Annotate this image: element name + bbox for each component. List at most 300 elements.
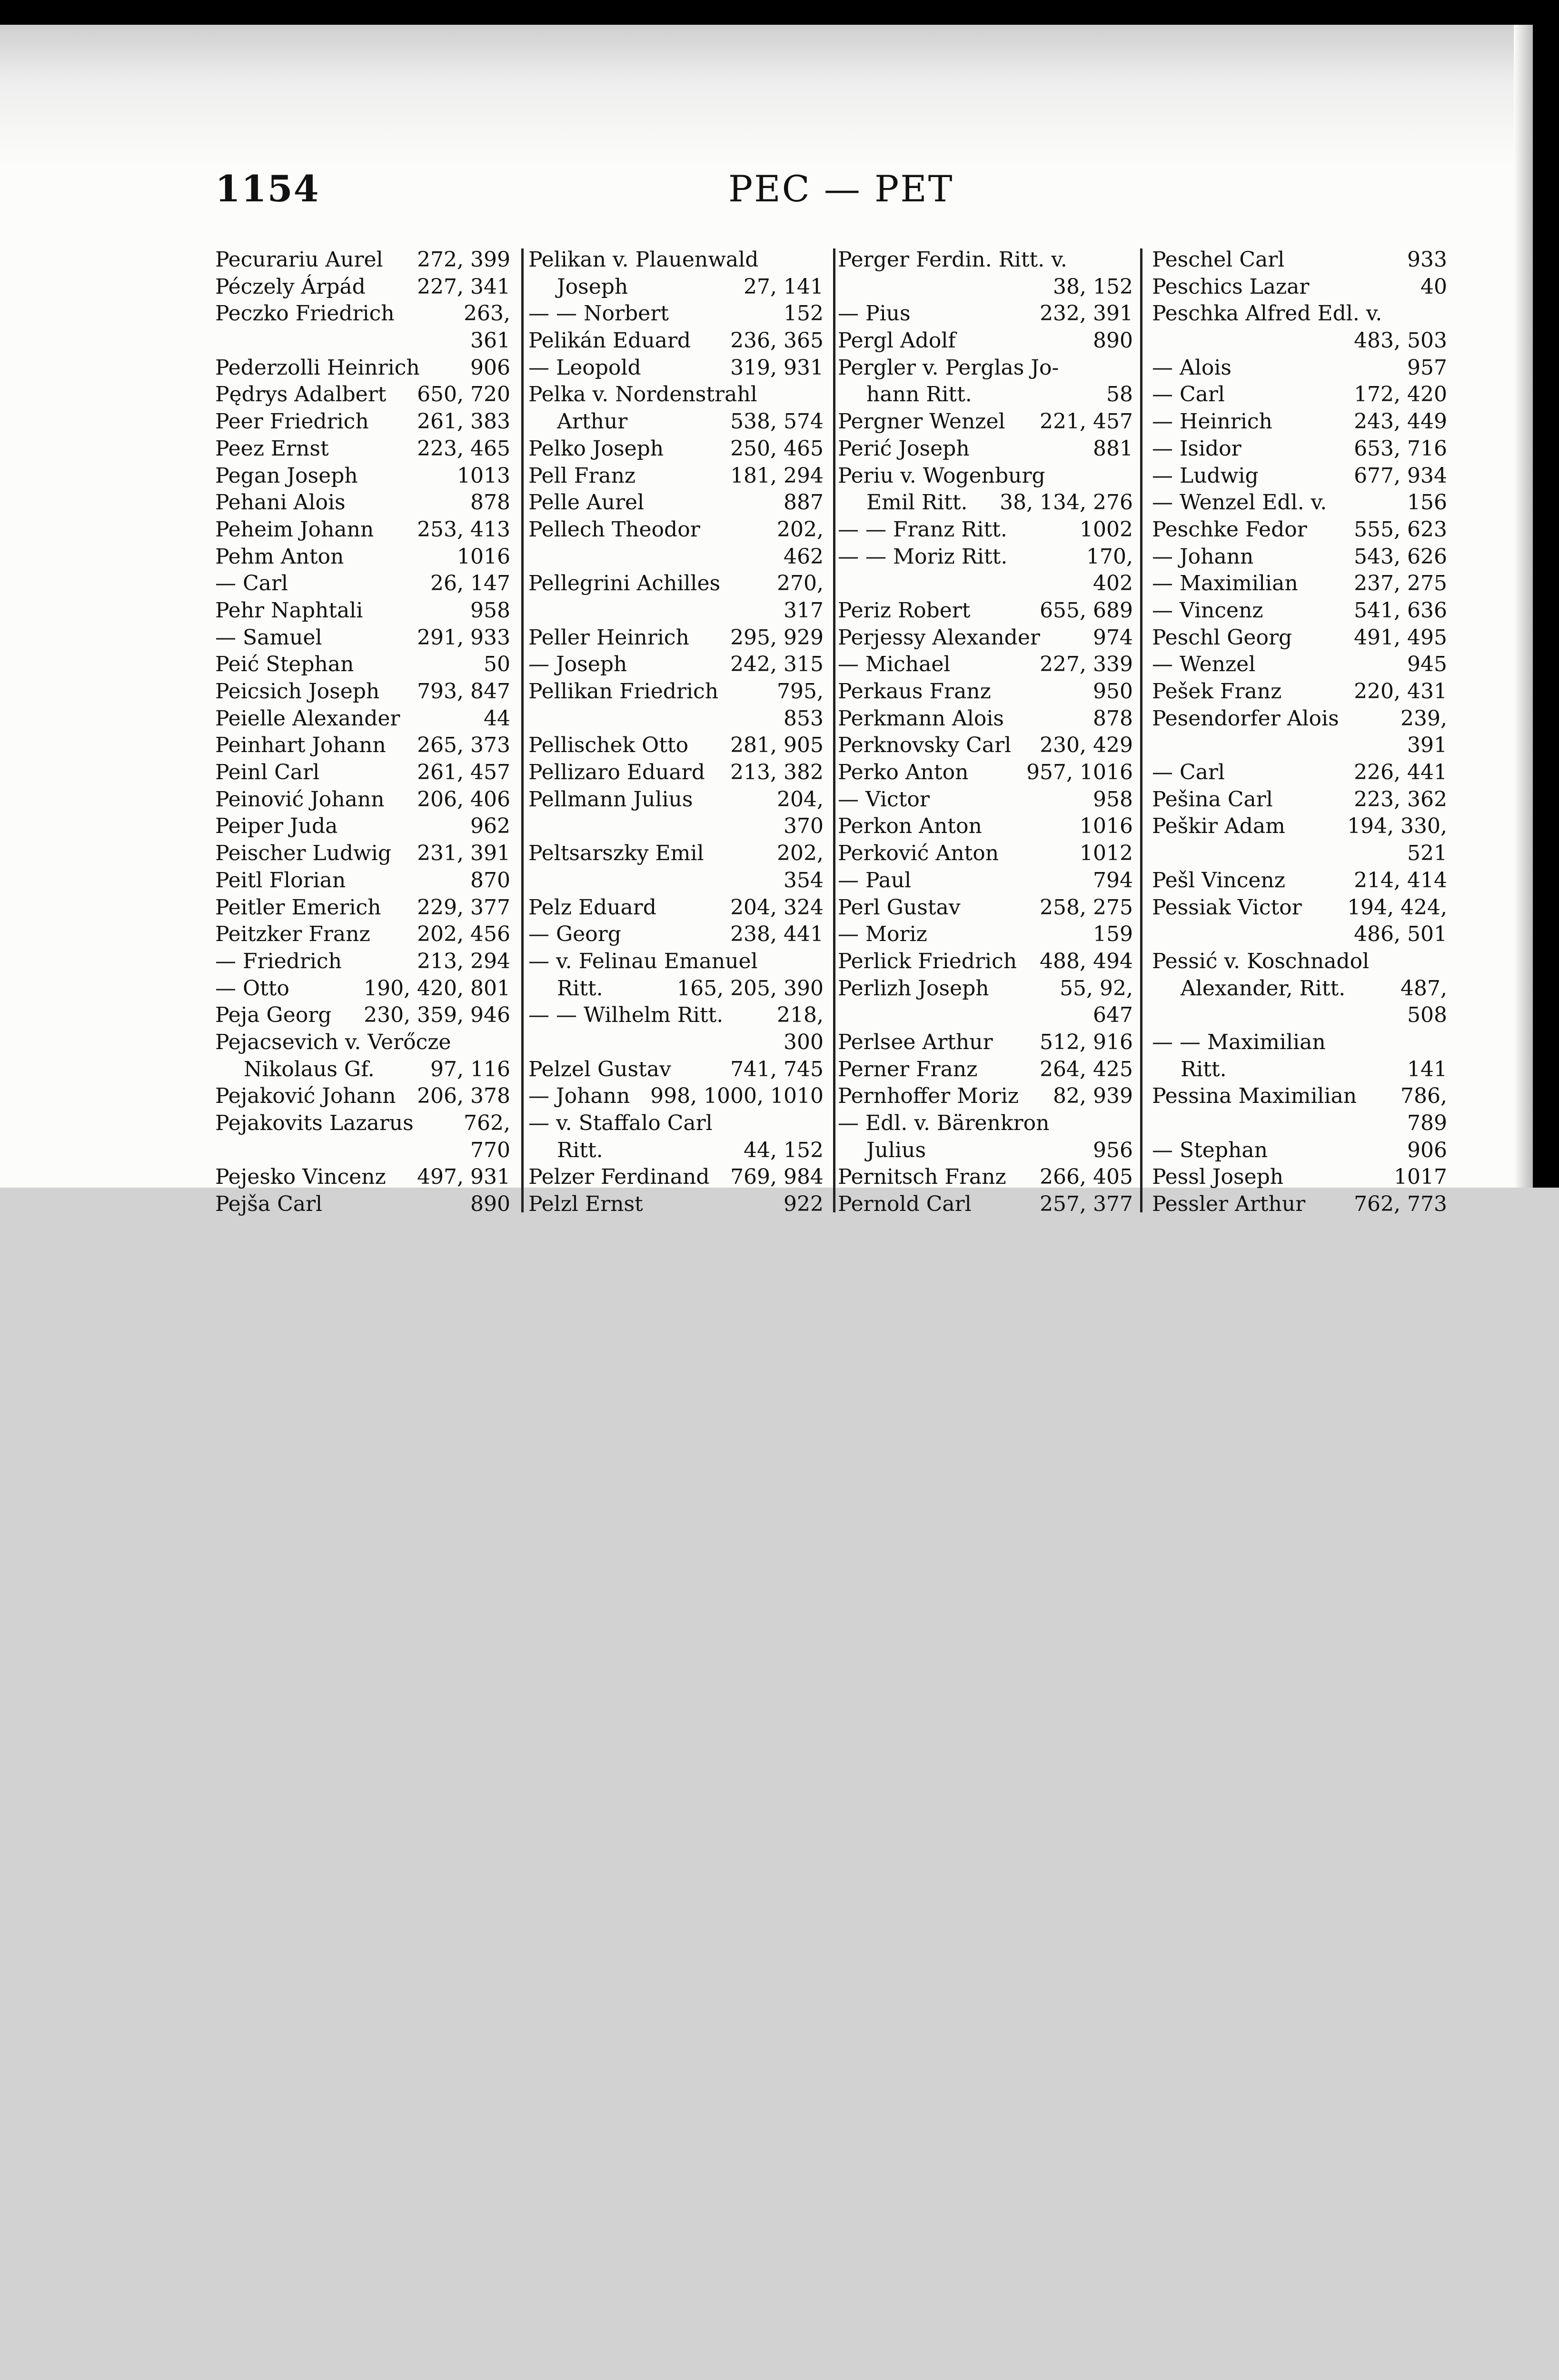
entry-name: Pešina Carl — [1152, 787, 1273, 812]
index-entry — [528, 625, 824, 652]
entry-name: Peer Friedrich — [215, 409, 369, 434]
index-entry — [528, 1002, 824, 1029]
entry-page-refs: 487, — [1400, 976, 1447, 1001]
entry-page-refs: 887 — [784, 490, 824, 515]
entry-name: Peheim Johann — [215, 517, 374, 542]
index-entry — [215, 732, 510, 759]
entry-page-refs: 206, 406 — [417, 787, 510, 812]
index-entry — [528, 1110, 824, 1137]
entry-name: Pelle Aurel — [528, 490, 645, 515]
entry-page-refs: 741, 745 — [730, 1057, 824, 1081]
entry-page-refs: 221, 457 — [1040, 409, 1133, 434]
entry-name: Ritt. — [1181, 1057, 1227, 1081]
index-entry — [215, 867, 510, 894]
entry-page-refs: 190, 420, 801 — [364, 976, 510, 1001]
entry-name: — Heinrich — [1152, 409, 1272, 434]
entry-page-refs: 653, 716 — [1354, 436, 1447, 461]
index-entry — [215, 625, 510, 652]
entry-name: — Moriz — [838, 922, 927, 947]
entry-name: Alexander, Ritt. — [1181, 976, 1346, 1001]
entry-page-refs: 655, 689 — [1040, 598, 1133, 623]
entry-page-refs: 172, 420 — [1354, 382, 1447, 407]
entry-name: Nikolaus Gf. — [244, 1057, 375, 1081]
entry-name: Peez Ernst — [215, 436, 329, 461]
index-entry — [215, 948, 510, 975]
entry-name: Peinhart Johann — [215, 733, 386, 758]
entry-name: Perlizh Joseph — [838, 976, 989, 1001]
index-entry — [838, 381, 1133, 408]
index-entry — [528, 544, 824, 571]
entry-name: Perko Anton — [838, 760, 969, 785]
entry-page-refs: 402 — [1093, 571, 1133, 596]
index-entry — [1152, 274, 1447, 301]
index-entry — [838, 1002, 1133, 1029]
entry-name: — Wenzel — [1152, 652, 1256, 677]
entry-page-refs: 762, — [464, 1111, 510, 1135]
entry-page-refs — [1441, 1029, 1447, 1056]
entry-page-refs: 44 — [484, 706, 510, 731]
index-entry — [215, 516, 510, 544]
entry-name: Pehr Naphtali — [215, 598, 363, 623]
entry-name: Perkmann Alois — [838, 706, 1004, 731]
entry-name: Pehm Anton — [215, 544, 344, 569]
entry-name: Pędrys Adalbert — [215, 382, 387, 407]
entry-page-refs: 950 — [1093, 679, 1133, 704]
index-entry — [838, 408, 1133, 436]
index-entry — [838, 948, 1133, 975]
index-entry — [838, 463, 1133, 490]
index-entry — [1152, 625, 1447, 652]
index-entry — [838, 1056, 1133, 1083]
index-entry — [528, 1056, 824, 1083]
entry-name: Pergler v. Perglas Jo- — [838, 355, 1059, 380]
entry-name: Julius — [866, 1138, 926, 1162]
entry-name: hann Ritt. — [866, 382, 972, 407]
entry-page-refs: 202, 456 — [417, 922, 510, 947]
index-entry — [215, 1029, 510, 1056]
index-entry — [1152, 975, 1447, 1002]
entry-name: Pelikán Eduard — [528, 328, 691, 353]
index-entry — [838, 921, 1133, 948]
entry-name: — v. Felinau Emanuel — [528, 949, 758, 973]
index-entry — [1152, 300, 1447, 327]
index-entry — [528, 436, 824, 463]
entry-page-refs: 243, 449 — [1354, 409, 1447, 434]
entry-name: Pernhoffer Moriz — [838, 1084, 1019, 1109]
entry-page-refs: 1002 — [1080, 517, 1133, 542]
entry-name: Pejesko Vincenz — [215, 1165, 386, 1190]
entry-page-refs: 361 — [470, 328, 510, 353]
index-entry — [215, 759, 510, 786]
entry-page-refs: 922 — [784, 1192, 824, 1217]
entry-page-refs: 853 — [784, 706, 824, 731]
entry-page-refs: 281, 905 — [730, 733, 824, 758]
entry-name: — Joseph — [528, 652, 627, 677]
entry-name: — Stephan — [1152, 1138, 1268, 1162]
index-entry — [838, 300, 1133, 327]
index-entry — [1152, 1029, 1447, 1056]
entry-name: — — Maximilian — [1152, 1030, 1326, 1054]
entry-page-refs: 236, 365 — [730, 328, 824, 353]
entry-page-refs: 486, 501 — [1354, 922, 1447, 947]
entry-name: Peja Georg — [215, 1003, 332, 1028]
entry-page-refs: 538, 574 — [730, 409, 824, 434]
index-entry — [838, 327, 1133, 355]
entry-page-refs: 202, — [777, 841, 824, 866]
entry-name: Pejša Carl — [215, 1192, 323, 1217]
entry-page-refs — [1127, 463, 1133, 490]
index-entry — [1152, 516, 1447, 544]
entry-name: — Edl. v. Bärenkron — [838, 1111, 1050, 1135]
entry-name: Peller Heinrich — [528, 625, 689, 650]
entry-name: Peinović Johann — [215, 787, 385, 812]
index-entry — [215, 651, 510, 678]
entry-page-refs: 878 — [470, 490, 510, 515]
index-entry — [838, 597, 1133, 625]
entry-page-refs: 958 — [1093, 787, 1133, 812]
index-entry — [1152, 921, 1447, 948]
index-entry — [528, 894, 824, 922]
index-entry — [1152, 408, 1447, 436]
entry-page-refs: 998, 1000, 1010 — [650, 1084, 824, 1109]
index-entry — [838, 813, 1133, 840]
index-entry — [838, 867, 1133, 894]
entry-page-refs: 1012 — [1080, 841, 1133, 866]
index-entry — [528, 355, 824, 382]
entry-name: Peškir Adam — [1152, 814, 1285, 839]
entry-name: Perknovsky Carl — [838, 733, 1012, 758]
entry-page-refs: 462 — [784, 544, 824, 569]
entry-page-refs: 958 — [470, 598, 510, 623]
index-entry — [215, 894, 510, 922]
entry-page-refs: 263, — [464, 301, 510, 326]
entry-name: Pelzl Ernst — [528, 1192, 643, 1217]
index-entry — [528, 381, 824, 408]
index-entry — [215, 1137, 510, 1164]
index-entry — [528, 463, 824, 490]
index-entry — [528, 813, 824, 840]
entry-page-refs: 677, 934 — [1354, 463, 1447, 488]
index-entry — [1152, 786, 1447, 813]
index-entry — [838, 436, 1133, 463]
entry-page-refs: 141 — [1407, 1057, 1447, 1081]
index-entry — [215, 489, 510, 516]
index-entry — [1152, 436, 1447, 463]
entry-name: Perkaus Franz — [838, 679, 991, 704]
entry-page-refs: 1016 — [1080, 814, 1133, 839]
entry-page-refs: 223, 362 — [1354, 787, 1447, 812]
index-entry — [528, 948, 824, 975]
entry-name: — Ludwig — [1152, 463, 1259, 488]
entry-page-refs: 82, 939 — [1053, 1084, 1133, 1109]
index-entry — [215, 921, 510, 948]
entry-name: — Wenzel Edl. v. — [1152, 490, 1327, 515]
entry-name: Pellegrini Achilles — [528, 571, 721, 596]
entry-page-refs: 253, 413 — [417, 517, 510, 542]
entry-name: Pellech Theodor — [528, 517, 700, 542]
index-entry — [215, 1164, 510, 1191]
entry-page-refs — [818, 1110, 824, 1137]
index-entry — [838, 894, 1133, 922]
index-entry — [838, 786, 1133, 813]
index-column-4 — [1152, 247, 1447, 1218]
index-entry — [838, 1164, 1133, 1191]
entry-name: — Carl — [1152, 382, 1225, 407]
index-entry — [215, 786, 510, 813]
page-number: 1154 — [215, 168, 320, 210]
index-entry — [528, 786, 824, 813]
entry-page-refs: 159 — [1093, 922, 1133, 947]
scan-shadow — [0, 25, 1533, 168]
entry-name: Perlsee Arthur — [838, 1030, 993, 1054]
index-entry — [528, 975, 824, 1002]
entry-page-refs: 890 — [470, 1192, 510, 1217]
entry-page-refs: 265, 373 — [417, 733, 510, 758]
entry-page-refs: 165, 205, 390 — [677, 976, 824, 1001]
entry-name: — Pius — [838, 301, 911, 326]
entry-page-refs — [1127, 355, 1133, 382]
index-entry — [528, 1191, 824, 1218]
entry-page-refs: 317 — [784, 598, 824, 623]
entry-page-refs: 957, 1016 — [1026, 760, 1133, 785]
entry-page-refs: 762, 773 — [1354, 1192, 1447, 1217]
entry-name: — Alois — [1152, 355, 1231, 380]
entry-page-refs: 40 — [1420, 274, 1447, 299]
index-entry — [1152, 813, 1447, 840]
entry-page-refs: 261, 457 — [417, 760, 510, 785]
entry-page-refs — [505, 1029, 510, 1056]
entry-name: Pernitsch Franz — [838, 1165, 1006, 1190]
entry-page-refs: 261, 383 — [417, 409, 510, 434]
entry-page-refs: 933 — [1407, 248, 1447, 272]
entry-page-refs: 27, 141 — [744, 274, 824, 299]
index-entry — [1152, 678, 1447, 705]
entry-name: Peczko Friedrich — [215, 301, 395, 326]
entry-page-refs: 786, — [1400, 1084, 1447, 1109]
index-entry — [215, 463, 510, 490]
entry-page-refs: 497, 931 — [417, 1165, 510, 1190]
entry-page-refs: 258, 275 — [1040, 895, 1133, 920]
index-entry — [1152, 840, 1447, 867]
index-entry — [528, 300, 824, 327]
entry-name: Pellmann Julius — [528, 787, 693, 812]
index-entry — [838, 759, 1133, 786]
entry-page-refs: 204, — [777, 787, 824, 812]
entry-name: — Carl — [215, 571, 288, 596]
entry-page-refs: 1013 — [457, 463, 510, 488]
entry-page-refs: 230, 359, 946 — [364, 1003, 510, 1028]
index-entry — [838, 274, 1133, 301]
entry-page-refs: 906 — [470, 355, 510, 380]
entry-name: Peschel Carl — [1152, 248, 1285, 272]
entry-page-refs: 391 — [1407, 733, 1447, 758]
entry-page-refs: 541, 636 — [1354, 598, 1447, 623]
index-entry — [838, 705, 1133, 733]
index-entry — [838, 678, 1133, 705]
index-entry — [528, 840, 824, 867]
entry-name: Perjessy Alexander — [838, 625, 1040, 650]
entry-name: — Leopold — [528, 355, 641, 380]
index-entry — [528, 732, 824, 759]
entry-name: — Johann — [528, 1084, 630, 1109]
entry-page-refs: 38, 134, 276 — [1000, 490, 1133, 515]
index-entry — [215, 1002, 510, 1029]
entry-name: Pessiak Victor — [1152, 895, 1302, 920]
entry-page-refs — [1127, 1110, 1133, 1137]
entry-name: — Isidor — [1152, 436, 1241, 461]
entry-name: Joseph — [557, 274, 628, 299]
entry-name: Pellizaro Eduard — [528, 760, 705, 785]
entry-name: Pelzer Ferdinand — [528, 1165, 710, 1190]
entry-page-refs: 555, 623 — [1354, 517, 1447, 542]
index-entry — [1152, 732, 1447, 759]
index-entry — [215, 408, 510, 436]
column-rule — [521, 248, 524, 1212]
entry-page-refs: 647 — [1093, 1003, 1133, 1028]
entry-page-refs: 44, 152 — [744, 1138, 824, 1162]
entry-name: Peschke Fedor — [1152, 517, 1307, 542]
entry-page-refs: 227, 339 — [1040, 652, 1133, 677]
entry-page-refs: 232, 391 — [1040, 301, 1133, 326]
index-entry — [1152, 381, 1447, 408]
entry-page-refs — [818, 381, 824, 408]
entry-page-refs: 878 — [1093, 706, 1133, 731]
entry-page-refs: 543, 626 — [1354, 544, 1447, 569]
index-entry — [1152, 1083, 1447, 1110]
entry-page-refs: 521 — [1407, 841, 1447, 866]
entry-name: — Victor — [838, 787, 930, 812]
entry-name: Pellischek Otto — [528, 733, 689, 758]
index-entry — [528, 759, 824, 786]
entry-page-refs: 181, 294 — [730, 463, 824, 488]
entry-page-refs: 257, 377 — [1040, 1192, 1133, 1217]
entry-name: Peltsarszky Emil — [528, 841, 704, 866]
index-entry — [1152, 1164, 1447, 1191]
index-entry — [215, 570, 510, 597]
entry-name: Peitler Emerich — [215, 895, 381, 920]
entry-page-refs: 26, 147 — [430, 571, 510, 596]
entry-page-refs: 300 — [784, 1030, 824, 1054]
entry-name: Perner Franz — [838, 1057, 978, 1081]
entry-name: Pecurariu Aurel — [215, 248, 383, 272]
entry-page-refs: 291, 933 — [417, 625, 510, 650]
entry-name: Peitzker Franz — [215, 922, 370, 947]
entry-name: Pelikan v. Plauenwald — [528, 248, 759, 272]
entry-page-refs: 238, 441 — [730, 922, 824, 947]
entry-name: Peielle Alexander — [215, 706, 400, 731]
index-entry — [215, 436, 510, 463]
entry-page-refs: 491, 495 — [1354, 625, 1447, 650]
index-entry — [215, 975, 510, 1002]
index-entry — [528, 274, 824, 301]
entry-page-refs: 483, 503 — [1354, 328, 1447, 353]
entry-name: — Georg — [528, 922, 621, 947]
entry-page-refs: 58 — [1106, 382, 1133, 407]
index-entry — [528, 867, 824, 894]
scan-edge-shadow — [1514, 25, 1533, 1188]
index-entry — [528, 597, 824, 625]
entry-name: Pelka v. Nordenstrahl — [528, 382, 757, 407]
index-entry — [215, 381, 510, 408]
entry-page-refs: 650, 720 — [417, 382, 510, 407]
entry-page-refs: 206, 378 — [417, 1084, 510, 1109]
index-entry — [528, 1029, 824, 1056]
entry-name: Pederzolli Heinrich — [215, 355, 420, 380]
entry-page-refs: 512, 916 — [1040, 1030, 1133, 1054]
entry-name: — Friedrich — [215, 949, 342, 973]
index-entry — [528, 516, 824, 544]
entry-page-refs: 237, 275 — [1354, 571, 1447, 596]
entry-name: Pessić v. Koschnadol — [1152, 949, 1370, 973]
entry-page-refs: 956 — [1093, 1138, 1133, 1162]
entry-name: Pesendorfer Alois — [1152, 706, 1339, 731]
entry-name: Peiper Juda — [215, 814, 338, 839]
entry-name: Perić Joseph — [838, 436, 970, 461]
entry-name: Péczely Árpád — [215, 274, 366, 299]
entry-page-refs: 906 — [1407, 1138, 1447, 1162]
entry-name: Peschka Alfred Edl. v. — [1152, 301, 1382, 326]
index-entry — [1152, 651, 1447, 678]
index-entry — [1152, 463, 1447, 490]
entry-name: Perl Gustav — [838, 895, 961, 920]
entry-name: — Carl — [1152, 760, 1225, 785]
index-entry — [215, 840, 510, 867]
index-entry — [1152, 355, 1447, 382]
index-entry — [1152, 544, 1447, 571]
entry-page-refs: 770 — [470, 1138, 510, 1162]
entry-page-refs: 945 — [1407, 652, 1447, 677]
entry-page-refs — [818, 948, 824, 975]
entry-page-refs: 223, 465 — [417, 436, 510, 461]
index-entry — [838, 975, 1133, 1002]
entry-page-refs: 218, — [777, 1003, 824, 1028]
index-entry — [838, 651, 1133, 678]
index-entry — [215, 300, 510, 327]
entry-page-refs: 213, 294 — [417, 949, 510, 973]
entry-page-refs: 870 — [470, 868, 510, 892]
entry-name: — Johann — [1152, 544, 1254, 569]
index-entry — [215, 274, 510, 301]
index-entry — [1152, 1002, 1447, 1029]
entry-name: Perger Ferdin. Ritt. v. — [838, 248, 1067, 272]
entry-name: Pell Franz — [528, 463, 636, 488]
index-entry — [838, 570, 1133, 597]
entry-page-refs: 152 — [784, 301, 824, 326]
entry-name: Peić Stephan — [215, 652, 354, 677]
index-entry — [1152, 1137, 1447, 1164]
index-entry — [1152, 247, 1447, 274]
entry-name: Periz Robert — [838, 598, 971, 623]
entry-name: Pelko Joseph — [528, 436, 664, 461]
entry-name: Emil Ritt. — [866, 490, 968, 515]
index-entry — [215, 544, 510, 571]
entry-name: Peicsich Joseph — [215, 679, 380, 704]
index-entry — [838, 247, 1133, 274]
entry-page-refs: 881 — [1093, 436, 1133, 461]
entry-page-refs: 250, 465 — [730, 436, 824, 461]
entry-page-refs: 230, 429 — [1040, 733, 1133, 758]
entry-page-refs: 213, 382 — [730, 760, 824, 785]
entry-page-refs: 97, 116 — [430, 1057, 510, 1081]
entry-name: Peischer Ludwig — [215, 841, 391, 866]
index-entry — [215, 813, 510, 840]
entry-name: Pejaković Johann — [215, 1084, 396, 1109]
index-entry — [215, 247, 510, 274]
entry-page-refs: 890 — [1093, 328, 1133, 353]
index-entry — [215, 1083, 510, 1110]
entry-page-refs: 170, — [1086, 544, 1133, 569]
index-column-3 — [838, 247, 1133, 1218]
